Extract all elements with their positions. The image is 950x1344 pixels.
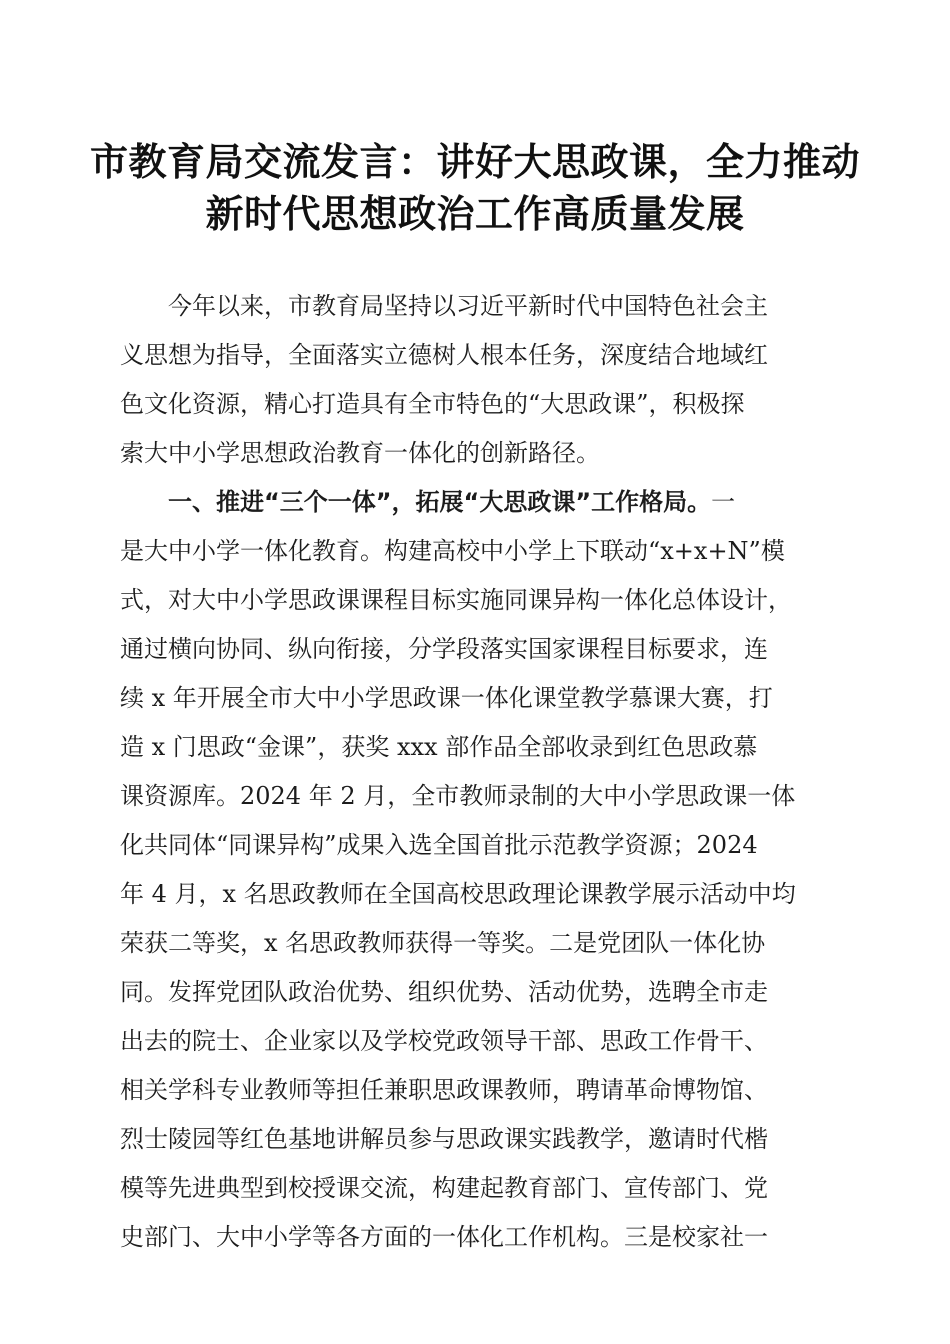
section-1-line-11: 出去的院士、企业家以及学校党政领导干部、思政工作骨干、 [120, 1027, 768, 1055]
section-1-first-line [120, 478, 830, 527]
intro-line-4: 索大中小学思想政治教育一体化的创新路径。 [120, 439, 600, 467]
section-1-line-2: 式，对大中小学思政课课程目标实施同课异构一体化总体设计， [120, 586, 792, 614]
section-1-heading: 一、推进“三个一体”，拓展“大思政课”工作格局。 [168, 488, 712, 516]
section-1-line-8: 年 4 月，x 名思政教师在全国高校思政理论课教学展示活动中均 [120, 880, 796, 908]
section-1-line-15: 史部门、大中小学等各方面的一体化工作机构。三是校家社一 [120, 1223, 768, 1251]
section-1-line-3: 通过横向协同、纵向衔接，分学段落实国家课程目标要求，连 [120, 635, 768, 663]
section-1-line-12: 相关学科专业教师等担任兼职思政课教师，聘请革命博物馆、 [120, 1076, 768, 1104]
section-1-line-4: 续 x 年开展全市大中小学思政课一体化课堂教学慕课大赛，打 [120, 684, 773, 712]
document-title [60, 136, 890, 240]
intro-line-1: 今年以来，市教育局坚持以习近平新时代中国特色社会主 [168, 292, 768, 320]
intro-line-2: 义思想为指导，全面落实立德树人根本任务，深度结合地域红 [120, 341, 768, 369]
section-1-line-1: 是大中小学一体化教育。构建高校中小学上下联动“x+x+N”模 [120, 537, 785, 565]
section-1-line-9: 荣获二等奖，x 名思政教师获得一等奖。二是党团队一体化协 [120, 929, 766, 957]
section-1-line-13: 烈士陵园等红色基地讲解员参与思政课实践教学，邀请时代楷 [120, 1125, 768, 1153]
section-1-line-5: 造 x 门思政“金课”，获奖 xxx 部作品全部收录到红色思政慕 [120, 733, 758, 761]
intro-paragraph [120, 282, 830, 478]
title-line-1: 市教育局交流发言：讲好大思政课，全力推动 [89, 139, 860, 184]
document-body [120, 282, 830, 1262]
section-1-line-7: 化共同体“同课异构”成果入选全国首批示范教学资源；2024 [120, 831, 758, 859]
section-1-line-10: 同。发挥党团队政治优势、组织优势、活动优势，选聘全市走 [120, 978, 768, 1006]
section-1-line-6: 课资源库。2024 年 2 月，全市教师录制的大中小学思政课一体 [120, 782, 796, 810]
section-1-line-14: 模等先进典型到校授课交流，构建起教育部门、宣传部门、党 [120, 1174, 768, 1202]
intro-line-3: 色文化资源，精心打造具有全市特色的“大思政课”，积极探 [120, 390, 745, 418]
section-1-paragraph [120, 478, 830, 1262]
title-line-2: 新时代思想政治工作高质量发展 [205, 191, 745, 236]
section-1-first-line-tail: 一 [711, 488, 736, 516]
